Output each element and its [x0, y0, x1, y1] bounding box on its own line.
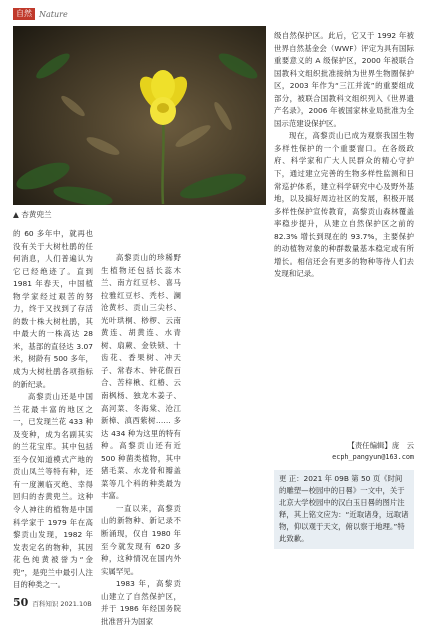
paragraph: 1983 年，高黎贡山建立了自然保护区，并于 1986 年经国务院批准晋升为国家: [101, 579, 181, 626]
page-footer: [13, 596, 92, 609]
paragraph: 高黎贡山还是中国兰花最丰富的地区之一，已发现兰花 433 种及变种，成为名副其实的兰花宝库。其中包括至今仅知道模式产地的贡山凤兰等特有种，还有一度濒临灭绝、幸得回归的杏黄兜兰。这种令人神往的植物是中国科学家于 1979 年在高黎贡山发现，1982 年发表定名的物种，其因花色纯黄被誉为“金兜”，是兜兰中最引人注目的种类之一。: [13, 392, 93, 590]
paragraph: 现在，高黎贡山已成为观察我国生物多样性保护的一个重要窗口。在各级政府、科学家和广大人民群众的精心守护下，通过建立完善的生物多样性监测和日常巡护体系，建立科学研究中心及野外基地，以及搞好周边社区的发展，积极开展多样性保护宣传教育，高黎贡山森林覆盖率稳步提升，从建立自然保护区之前的 82.3% 增长到现在的 93.7%，主要保护的动植物对象的种群数量基本稳定或有所增长。相信还会有更多的物种等待人们去发现和记录。: [274, 131, 414, 279]
text-column-1: [13, 228, 93, 592]
page-number: 50: [13, 596, 29, 609]
section-english: Nature: [39, 9, 68, 19]
text-column-3: [274, 30, 414, 281]
correction-notice: 更 正：2021 年 09B 第 50 页《时间的雕塑—校园中的日晷》一文中，关于北京大学校园中的汉白玉日晷的图片注释，其上铭文应为：“近取诸身，远取诸物，仰以观于天文，俯以察于地理。”特此致歉。: [274, 470, 414, 549]
photo-caption: ▲ 杏黄兜兰: [13, 210, 52, 219]
paragraph: 高黎贡山的珍稀野生植物还包括长蕊木兰、南方红豆杉、喜马拉雅红豆杉、秃杉、澜沧黄杉、贡山三尖杉、光叶珙桐、桫椤、云南黄连、胡黄连、水青树、扇蕨、金铁锁、十齿花、香果树、冲天子、常春木、钟花假百合、苦梓楸、红椿、云南枫杨、独龙木姜子、高河菜、冬海棠、沧江新樟、滇西紫树…… 多达 434 种为这里的特有种。高黎贡山还有近 500 种菌类植物，其中猪毛菜、水龙骨和瓣盖菜等几个科的种类最为丰富。: [101, 253, 181, 501]
text-column-2: [101, 252, 181, 628]
section-badge: 自然: [13, 8, 35, 20]
orchid-photo: [13, 26, 266, 205]
editor-email: ecph_pangyun@163.com: [332, 453, 414, 461]
section-header: [13, 8, 68, 20]
editor-credit: 【责任编辑】庞 云: [347, 441, 414, 450]
paragraph: 级自然保护区。此后，它又于 1992 年被世界自然基金会（WWF）评定为具有国际重要意义的 A 级保护区，2000 年被联合国教科文组织批准接纳为世界生物圈保护区，2003 年作为“三江并流”的重要组成部分，被联合国教科文组织列入《世界遗产名录》，2006 年被国家林业局批准为全国示范建设保护区。: [274, 31, 414, 128]
footer-issue: 百科知识 2021.10B: [32, 600, 92, 608]
paragraph: 一直以来，高黎贡山的新物种、新记录不断涌现，仅自 1980 年至今就发现有 620 多种，这种情况在国内外实属罕见。: [101, 503, 181, 576]
paragraph: 的 60 多年中，就再也没有关于大树杜鹃的任何消息，人们普遍认为它已经绝迹了。直到 1981 年春天，中国植物学家经过艰苦的努力，终于又找到了存活的数十株大树杜鹃，其中最大的一株高达 28 米，基部的直径达 3.07 米，树龄有 500 多年，成为大树杜鹃各项指标的新纪录。: [13, 229, 93, 389]
